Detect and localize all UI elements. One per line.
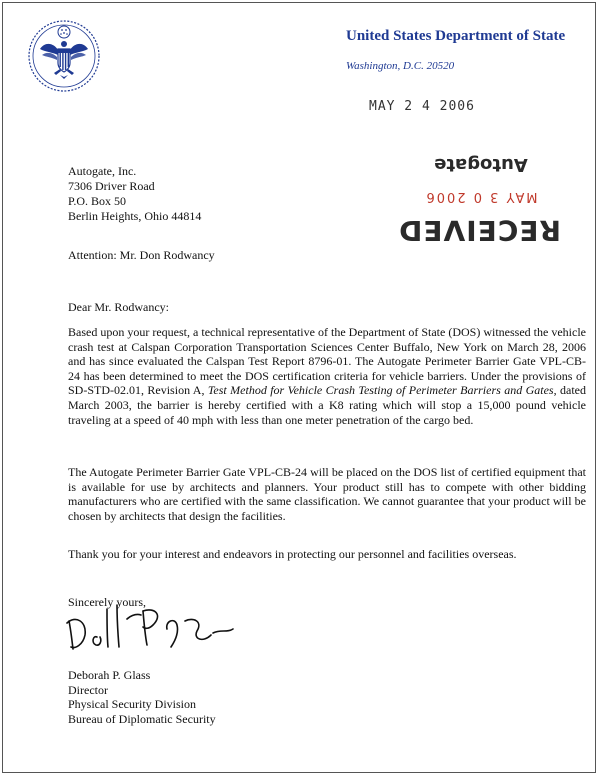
received-stamp-date: MAY 3 0 2006 [424, 189, 538, 204]
address-line: P.O. Box 50 [68, 194, 127, 208]
paragraph-text: Based upon your request, a technical representative of the Department of State (DOS) witnessed the vehicle crash test at Calspan Corporation Transportation Sciences Center Buffalo, New York on March 28, 2006 and has since evaluated the Calspan Test Report 8796-01. The Autogate Perimeter Barrier Gate VPL-CB-24 has been determined to meet the DOS certification criteria for vehicle barriers. Under the provisions of SD-STD-02.01, Revision A, [68, 325, 586, 398]
received-stamp-title: RECEIVED [398, 214, 561, 247]
body-paragraph-3: Thank you for your interest and endeavors in protecting our personnel and facilities overseas. [68, 547, 517, 561]
body-paragraph-2: The Autogate Perimeter Barrier Gate VPL-CB-24 will be placed on the DOS list of certified equipment that is available for use by architects and planners. Your product still has to compete with other bidding manufacturers who are certified with the same classification. We cannot guarantee that your product will be chosen by architects that design the facilities. [68, 465, 586, 523]
paragraph-text: , dated March 2003, the barrier is hereby certified with a K8 rating which will stop a 15,000 pound vehicle traveling at a speed of 40 mph with less than one meter penetration of the cargo bed. [68, 383, 586, 427]
recipient-address [68, 164, 201, 224]
signature-block [68, 668, 216, 726]
address-line: Autogate, Inc. [68, 164, 137, 178]
letter-page [2, 2, 596, 773]
handwritten-signature [63, 599, 263, 659]
address-line: Berlin Heights, Ohio 44814 [68, 209, 202, 223]
signatory-title: Director [68, 682, 108, 697]
received-stamp-company: Autogate [434, 154, 528, 175]
standard-title: Test Method for Vehicle Crash Testing of Perimeter Barriers and Gates [207, 383, 554, 398]
agency-name: United States Department of State [346, 28, 566, 44]
signatory-bureau: Bureau of Diplomatic Security [68, 711, 216, 726]
agency-location: Washington, D.C. 20520 [346, 60, 455, 72]
signatory-division: Physical Security Division [68, 697, 196, 712]
great-seal-icon [27, 19, 101, 93]
salutation: Dear Mr. Rodwancy: [68, 300, 169, 314]
attention-line: Attention: Mr. Don Rodwancy [68, 248, 215, 262]
signatory-name: Deborah P. Glass [68, 668, 151, 682]
received-stamp [398, 131, 561, 247]
body-paragraph-1 [68, 325, 586, 427]
address-line: 7306 Driver Road [68, 179, 155, 193]
closing: Sincerely yours, [68, 595, 146, 609]
date-stamp: MAY 2 4 2006 [369, 99, 475, 114]
